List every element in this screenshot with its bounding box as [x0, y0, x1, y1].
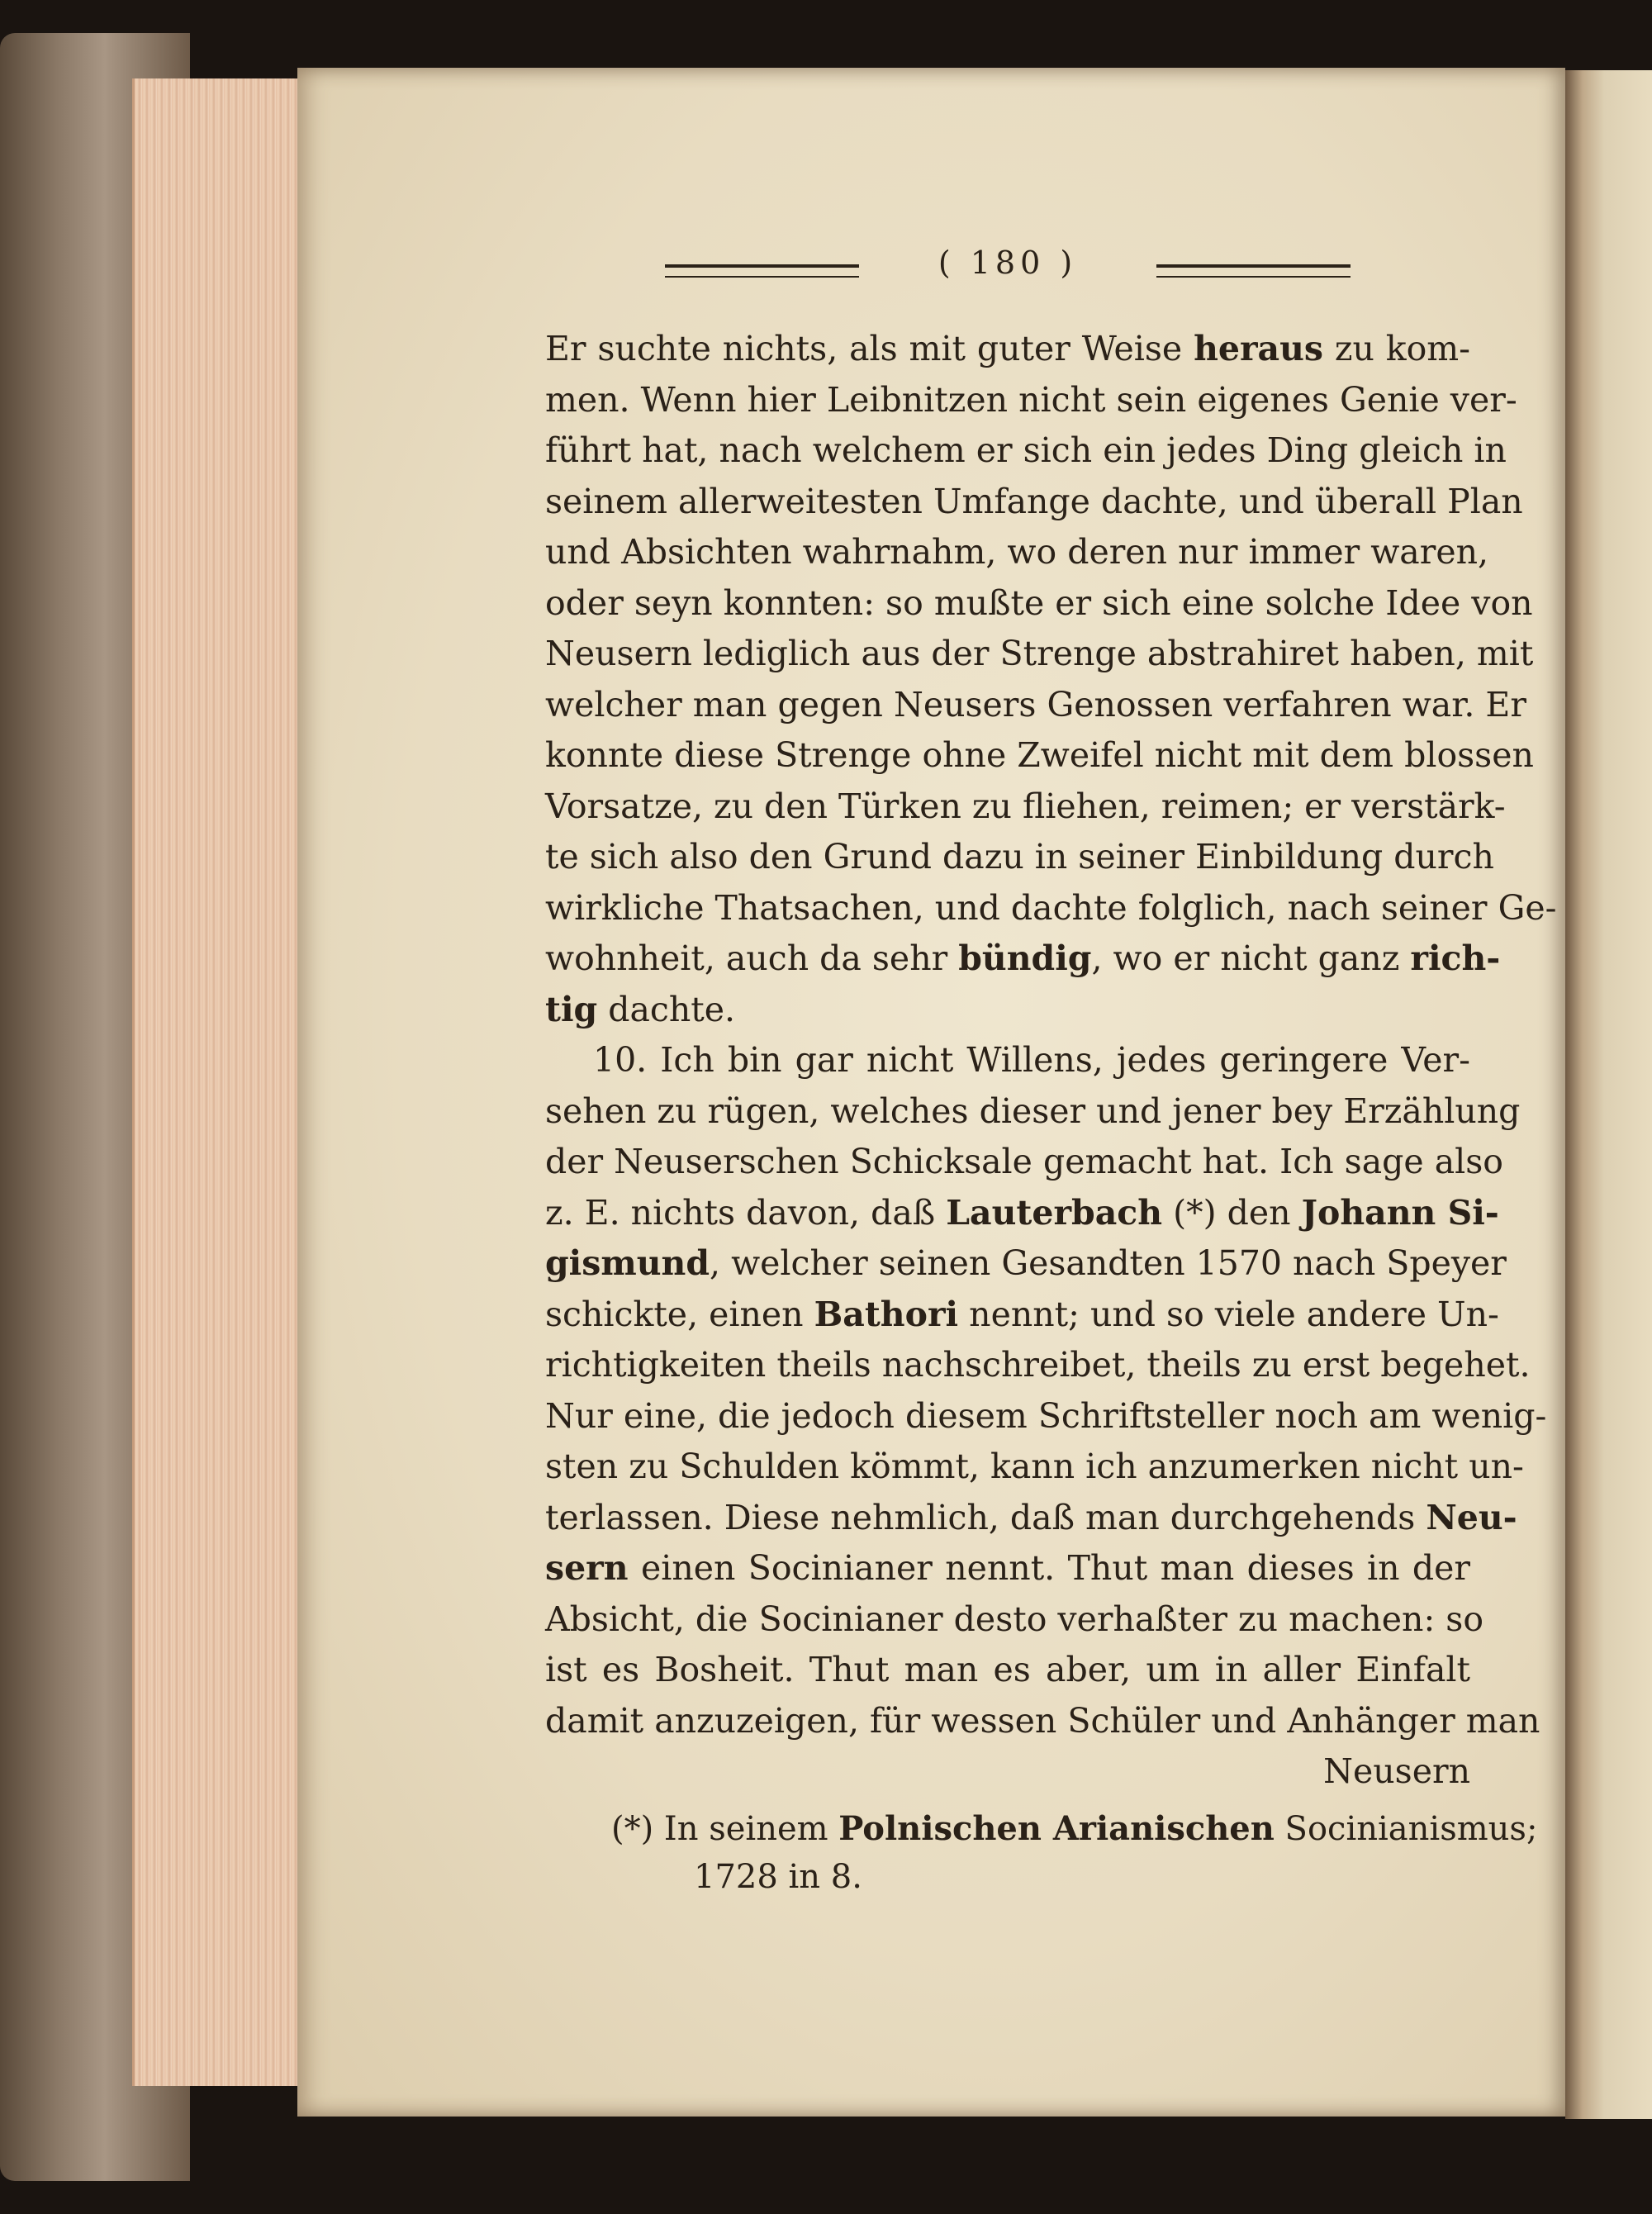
- header-rule-right: [1156, 264, 1351, 278]
- text-line: te sich also den Grund dazu in seiner Einbildung durch: [545, 837, 1494, 877]
- footnote-line: (*) In seinem Polnischen Arianischen Socinianismus;: [611, 1809, 1538, 1848]
- text-line: Er suchte nichts, als mit guter Weise heraus zu kom-: [545, 329, 1470, 368]
- text-line: sten zu Schulden kömmt, kann ich anzumerken nicht un-: [545, 1447, 1524, 1486]
- text-line: tig dachte.: [545, 989, 736, 1029]
- text-line: konnte diese Strenge ohne Zweifel nicht mit dem blossen: [545, 735, 1534, 775]
- text-line: wohnheit, auch da sehr bündig, wo er nicht ganz rich-: [545, 938, 1501, 978]
- text-line: oder seyn konnten: so mußte er sich eine solche Idee von: [545, 582, 1533, 623]
- text-line: welcher man gegen Neusers Genossen verfahren war. Er: [545, 684, 1526, 725]
- text-line: men. Wenn hier Leibnitzen nicht sein eigenes Genie ver-: [545, 379, 1517, 420]
- header-rule-left: [665, 264, 859, 278]
- text-line: damit anzuzeigen, für wessen Schüler und Anhänger man: [545, 1700, 1540, 1741]
- text-line: Nur eine, die jedoch diesem Schriftsteller noch am wenig-: [545, 1395, 1547, 1436]
- text-line: Neusern lediglich aus der Strenge abstrahiret haben, mit: [545, 634, 1534, 673]
- page-header: [363, 245, 1355, 281]
- text-line: ist es Bosheit. Thut man es aber, um in aller Einfalt: [545, 1650, 1470, 1689]
- page-edges: [132, 78, 325, 2086]
- text-line: sehen zu rügen, welches dieser und jener bey Erzählung: [545, 1090, 1521, 1131]
- text-line: wirkliche Thatsachen, und dachte folglich, nach seiner Ge-: [545, 887, 1557, 928]
- text-line: 10. Ich bin gar nicht Willens, jedes geringere Ver-: [593, 1040, 1470, 1080]
- text-line: sern einen Socinianer nennt. Thut man dieses in der: [545, 1548, 1470, 1588]
- text-line: richtigkeiten theils nachschreibet, theils zu erst begehet.: [545, 1345, 1531, 1385]
- text-line: terlassen. Diese nehmlich, daß man durchgehends Neu-: [545, 1497, 1517, 1537]
- body-text: [545, 324, 1557, 1798]
- text-line: Vorsatze, zu den Türken zu fliehen, reimen; er verstärk-: [545, 786, 1506, 826]
- text-line: gismund, welcher seinen Gesandten 1570 nach Speyer: [545, 1243, 1507, 1283]
- text-line: z. E. nichts davon, daß Lauterbach (*) den Johann Si-: [545, 1192, 1499, 1233]
- text-line: Absicht, die Socinianer desto verhaßter zu machen: so: [545, 1599, 1484, 1639]
- text-line: und Absichten wahrnahm, wo deren nur immer waren,: [545, 532, 1489, 572]
- text-line: der Neuserschen Schicksale gemacht hat. Ich sage also: [545, 1142, 1503, 1181]
- page-number: ( 180 ): [938, 245, 1078, 281]
- text-line: seinem allerweitesten Umfange dachte, und überall Plan: [545, 481, 1523, 521]
- text-line: führt hat, nach welchem er sich ein jedes Ding gleich in: [545, 430, 1507, 470]
- footnote: [611, 1805, 1538, 1901]
- facing-page-edge: [1565, 70, 1652, 2119]
- catchword: Neusern: [1323, 1751, 1470, 1791]
- footnote-line: 1728 in 8.: [694, 1858, 862, 1896]
- text-line: schickte, einen Bathori nennt; und so viele andere Un-: [545, 1294, 1499, 1334]
